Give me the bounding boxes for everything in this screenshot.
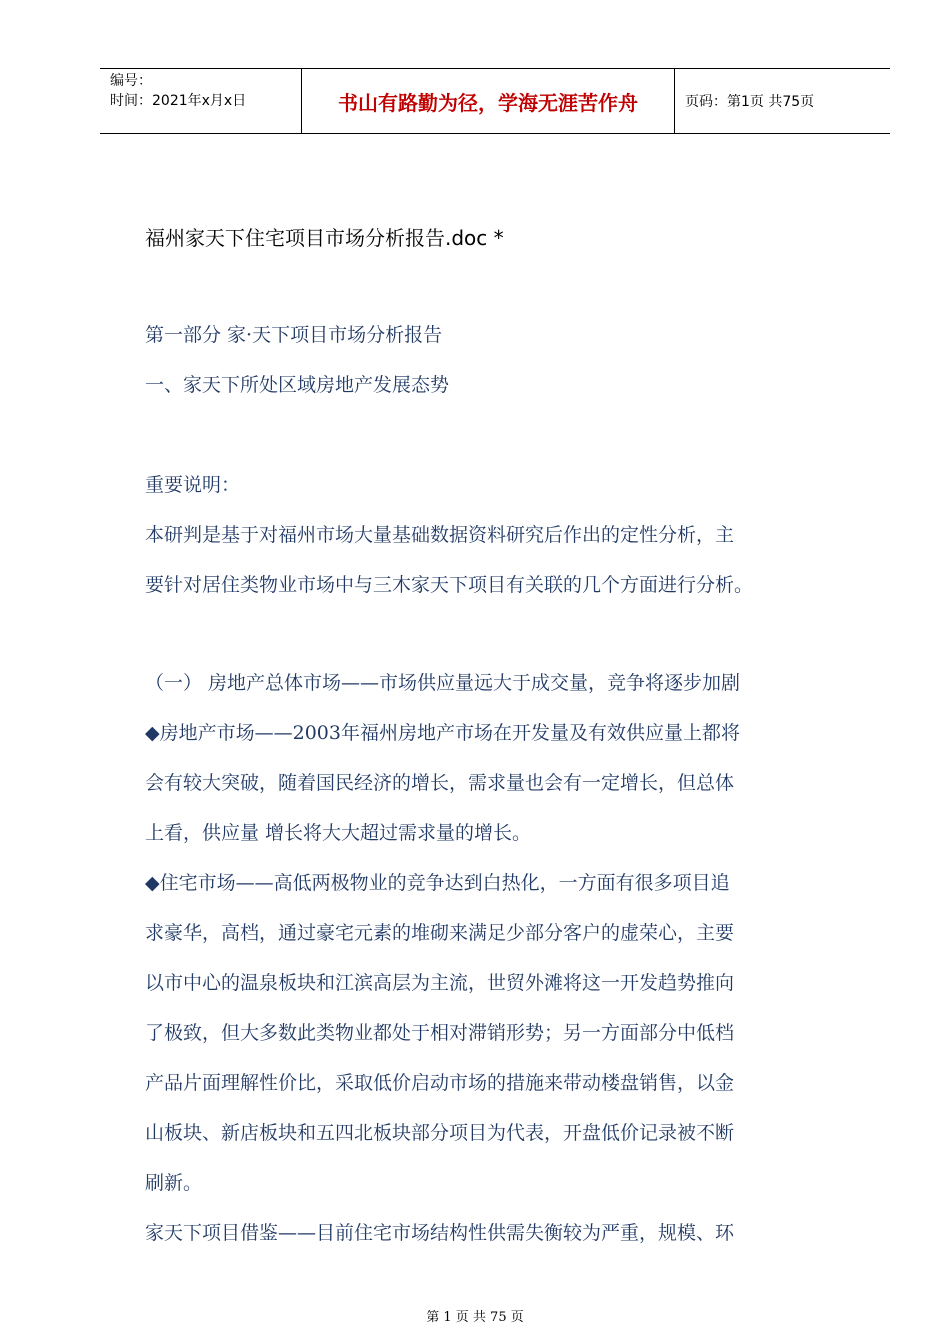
page-header [100,68,890,134]
note-heading: 重要说明： [145,474,241,496]
subsection-heading: （一） 房地产总体市场——市场供应量远大于成交量，竞争将逐步加剧 [145,672,741,694]
reference-line: 家天下项目借鉴——目前住宅市场结构性供需失衡较为严重，规模、环 [145,1222,735,1244]
bullet-line: ◆房地产市场——2003年福州房地产市场在开发量及有效供应量上都将 [145,722,740,744]
part-heading: 第一部分 家·天下项目市场分析报告 [145,324,443,346]
bullet-line: 上看，供应量 增长将大大超过需求量的增长。 [145,822,532,844]
heading-block [145,310,855,410]
bullet-line: 了极致，但大多数此类物业都处于相对滞销形势；另一方面部分中低档 [145,1022,735,1044]
header-number: 编号： [110,73,152,89]
bullet-line: 会有较大突破，随着国民经济的增长，需求量也会有一定增长，但总体 [145,772,735,794]
note-line: 本研判是基于对福州市场大量基础数据资料研究后作出的定性分析，主 [145,524,735,546]
header-motto: 书山有路勤为径，学海无涯苦作舟 [302,69,675,133]
bullet-line: 刷新。 [145,1172,203,1194]
note-block [145,460,855,610]
market-block [145,658,855,1258]
bullet-line: 山板块、新店板块和五四北板块部分项目为代表，开盘低价记录被不断 [145,1122,735,1144]
bullet-line: 求豪华，高档，通过豪宅元素的堆砌来满足少部分客户的虚荣心，主要 [145,922,735,944]
document-title: 福州家天下住宅项目市场分析报告.doc * [145,226,504,250]
page-footer: 第 1 页 共 75 页 [426,1310,524,1325]
header-time: 时间：2021年x月x日 [110,93,247,109]
note-line: 要针对居住类物业市场中与三木家天下项目有关联的几个方面进行分析。 [145,574,754,596]
bullet-line: ◆住宅市场——高低两极物业的竞争达到白热化，一方面有很多项目追 [145,872,730,894]
header-page-info: 页码：第1页 共75页 [685,94,815,110]
bullet-line: 以市中心的温泉板块和江滨高层为主流，世贸外滩将这一开发趋势推向 [145,972,735,994]
header-meta [100,69,302,133]
section-heading: 一、家天下所处区域房地产发展态势 [145,374,450,396]
bullet-line: 产品片面理解性价比，采取低价启动市场的措施来带动楼盘销售，以金 [145,1072,735,1094]
